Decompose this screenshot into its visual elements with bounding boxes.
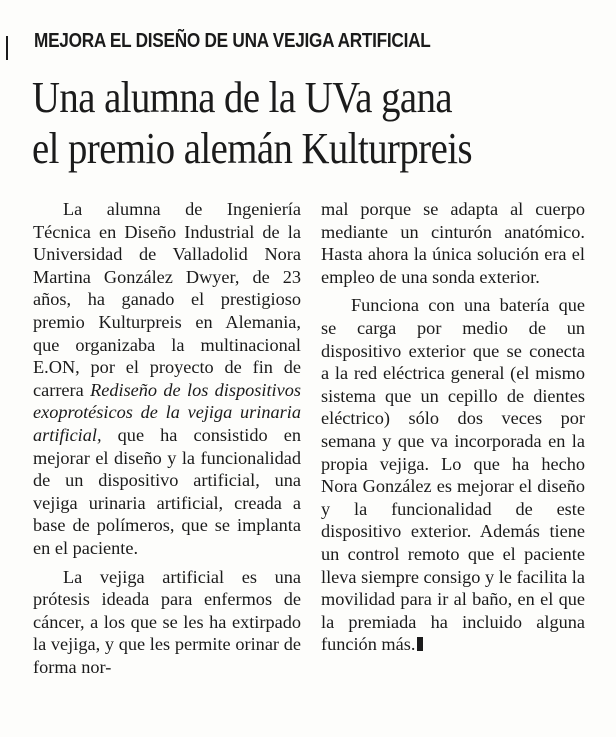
headline-line-2: el premio alemán Kulturpreis <box>32 124 473 173</box>
end-of-article-mark <box>417 637 423 651</box>
paragraph-3 <box>321 294 585 656</box>
kicker: MEJORA EL DISEÑO DE UNA VEJIGA ARTIFICIAL <box>34 30 431 52</box>
headline-line-1: Una alumna de la UVa gana <box>32 73 453 122</box>
paragraph-3-text: Funciona con una batería que se carga por medio de un dispositivo exterior que se conecta a la red eléctrica general (el mismo sistema que un cepillo de dientes eléctrico) sólo dos veces por semana y que va incorporada en la propia vejiga. Lo que ha hecho Nora González es mejorar el diseño y la funcionalidad de este dispositivo exterior. Además tiene un control remoto que el paciente lleva siempre consigo y le facilita la movilidad para ir al baño, en el que la premiada ha incluido alguna función más. <box>321 295 585 655</box>
column-rule <box>6 36 8 60</box>
paragraph-2: La vejiga artificial es una prótesis ideada para enfermos de cáncer, a los que se les ha extirpado la vejiga, y que les permite orinar de forma nor- <box>33 566 301 677</box>
paragraph-1-text-end: que ha consistido en mejorar el diseño y la funcionalidad de un dispositivo artificial, una vejiga urinaria artificial, creada a base de polímeros, que se implanta en el paciente. <box>33 424 301 558</box>
paragraph-2-continued: mal porque se adapta al cuerpo mediante un cinturón anatómico. Hasta ahora la única solución era el empleo de una sonda exterior. <box>321 199 585 287</box>
paragraph-1 <box>33 198 301 560</box>
paragraph-1-text: La alumna de Ingeniería Técnica en Diseño Industrial de la Universidad de Valladolid Nora Martina González Dwyer, de 23 años, ha ganado el prestigioso premio Kulturpreis en Alemania, que organizaba la multinacional E.ON, por el proyecto de fin de carrera <box>33 199 301 400</box>
article-column-right <box>321 198 585 656</box>
article-column-left <box>33 198 301 678</box>
headline <box>32 72 525 174</box>
project-title: Rediseño de los dispositivos exoprotésicos de la vejiga urinaria artificial, <box>33 379 301 445</box>
